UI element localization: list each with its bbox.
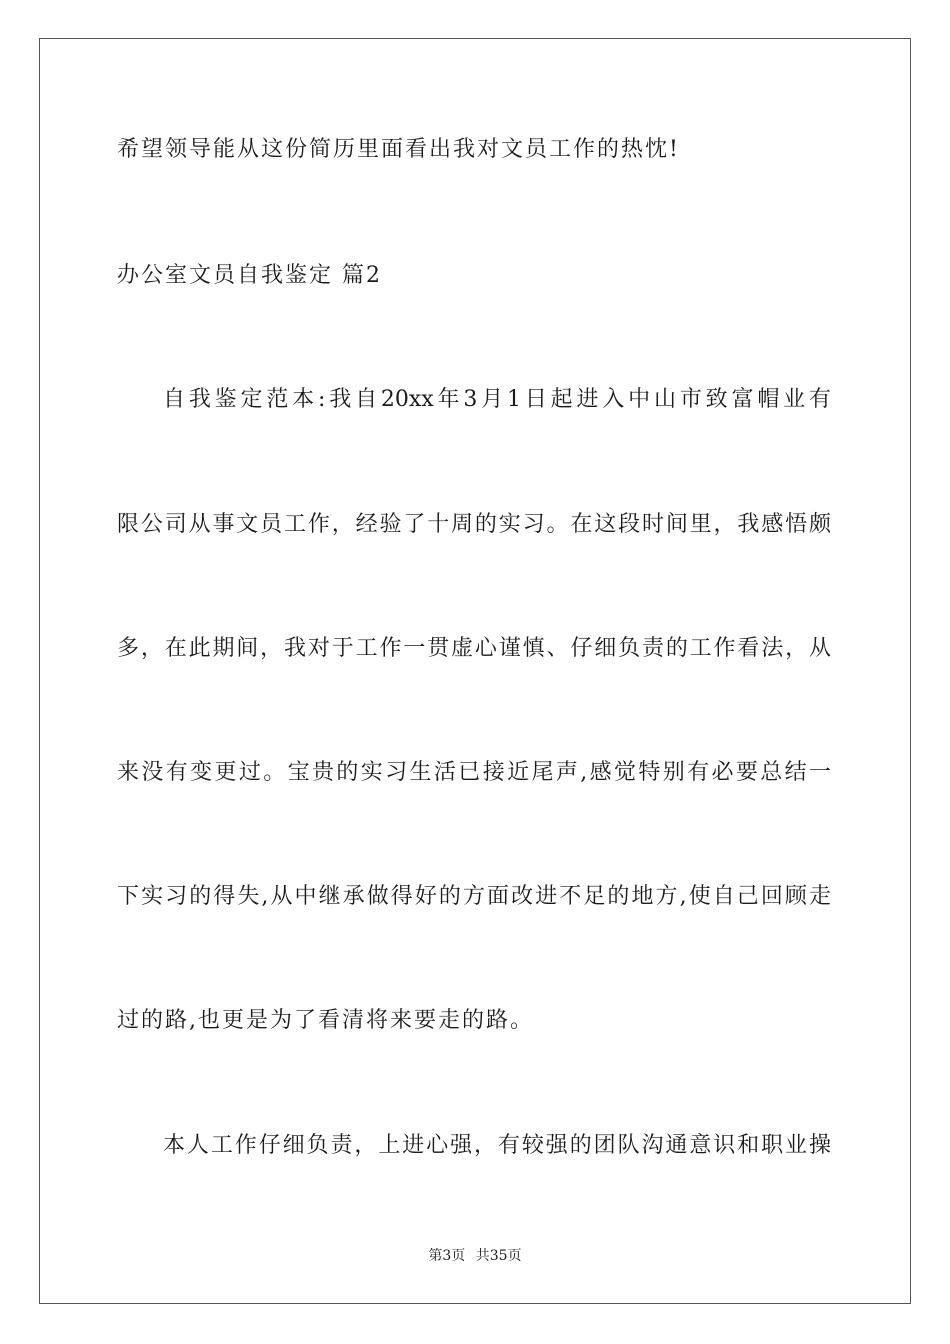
paragraph-line: 下实习的得失,从中继承做得好的方面改进不足的地方,使自己回顾走 — [117, 884, 831, 909]
paragraph-line: 本人工作仔细负责，上进心强，有较强的团队沟通意识和职业操 — [163, 1133, 831, 1158]
paragraph-line: 过的路,也更是为了看清将来要走的路。 — [117, 1008, 534, 1033]
paragraph-line: 限公司从事文员工作，经验了十周的实习。在这段时间里，我感悟颇 — [117, 512, 831, 537]
page-total: 共35页 — [475, 1248, 522, 1264]
section-heading: 办公室文员自我鉴定 篇2 — [117, 263, 382, 288]
paragraph-line: 多，在此期间，我对于工作一贯虚心谨慎、仔细负责的工作看法，从 — [117, 636, 831, 661]
closing-sentence: 希望领导能从这份简历里面看出我对文员工作的热忱! — [117, 137, 680, 162]
paragraph-line: 自我鉴定范本:我自20xx年3月1日起进入中山市致富帽业有 — [163, 387, 831, 412]
page-footer — [0, 1247, 950, 1265]
page-number: 第3页 — [428, 1248, 466, 1264]
page-frame — [39, 38, 911, 1304]
paragraph-line: 来没有变更过。宝贵的实习生活已接近尾声,感觉特别有必要总结一 — [117, 760, 831, 785]
